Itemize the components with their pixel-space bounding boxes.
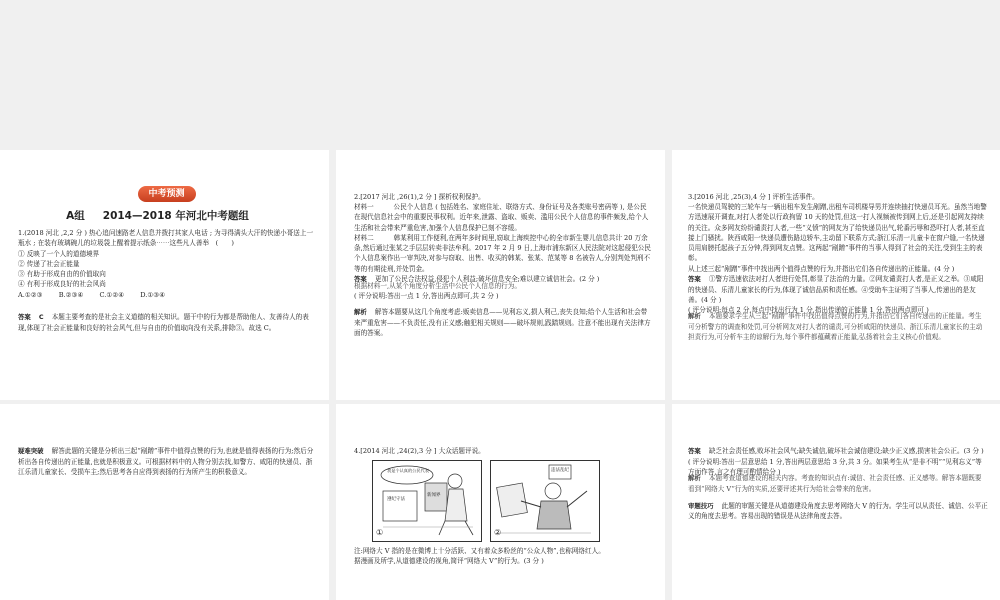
doc-page-6 bbox=[672, 404, 1000, 600]
doc-page-3 bbox=[672, 150, 1000, 400]
tip-text: 解答此题的关键是分析出三起“剐蹭”事件中值得点赞的行为,也就是值得表扬的行为;然后分析出各自传递出的正能量,也就是积极意义。可根据材料中的人物分别去找,如警方、咸阳的快递员、浙江乐清儿童家长、受损车主;然后思考各自应得到表扬的行为所产生的积极意义。 bbox=[18, 447, 314, 477]
choice-c: C.①②④ bbox=[99, 290, 125, 299]
analysis-line bbox=[688, 311, 988, 342]
material-1: 材料一 公民个人信息 ( 包括姓名、家庭住址、联络方式、身份证号及各类账号密码等 ), 是公民在现代信息社会中的重要民事权利。近年来,泄露、盗取、贩卖、滥用公民个人信息的事件频发,给个人生活和社会带来严重危害,加强个人信息保护已刻不容缓。 bbox=[354, 203, 649, 232]
answer-label: 答案 bbox=[688, 274, 701, 283]
score-note: ( 评分说明:答出一层意思给 1 分,答出两层意思给 3 分,共 3 分。如果考生从“是非不明”“见利忘义”等方面作答,言之有理可酌情给分 ) bbox=[688, 457, 982, 477]
analysis-text: 本题要求学生从三起“剐蹭”事件中找出值得点赞的行为,并指出它们各自传递出的正能量。考生可分析警方的调查和处罚,可分析网友对打人者的谴责,可分析咸阳的快递员、浙江乐清儿童家长的主动担责行为,可分析车主的谅解行为,每个事件都蕴藏着正能量,弘扬着社会主义核心价值观。 bbox=[688, 312, 983, 342]
answer-line bbox=[688, 274, 988, 305]
analysis-text: 解答本题要从这几个角度考虑:贩卖信息——见利忘义,损人利己,丧失良知;给个人生活和社会带来严重危害——不负责任,没有正义感;触犯相关规则——破坏规则,践踏规则。注意不能出现有关法律方面的答案。 bbox=[354, 308, 651, 338]
option-1: ① 反映了一个人的道德境界 bbox=[18, 249, 100, 258]
question-1-stem: 1.(2018 河北 ,2,2 分 ) 热心追问速路老人信息并拨打其家人电话 ; 为寻得满头大汗的快递小哥送上一瓶水 ; 在装有玻璃碗儿的垃圾袋上醒着提示纸条⋯⋯这些凡人善举 ( ) bbox=[18, 229, 314, 248]
answer-line bbox=[18, 312, 315, 333]
tip-label: 疑难突破 bbox=[18, 447, 44, 455]
choice-d: D.①③④ bbox=[140, 290, 166, 299]
cartoon-pair bbox=[372, 460, 653, 542]
sign-1: 遵纪守法 bbox=[387, 497, 405, 503]
option-4: ④ 有利于形成良好的社会风尚 bbox=[18, 280, 106, 289]
choice-a: A.①②③ bbox=[18, 290, 43, 299]
answer-text: ①警方迅速依法对打人者进行处罚,彰显了法治的力量。②网友谴责打人者,是正义之举。③咸阳的快递员、乐清儿童家长的行为,体现了诚信品质和责任感。④受助车主证明了当事人,传递出的是友善。(4 分 ) bbox=[688, 274, 984, 304]
section-badge: 中考预测 bbox=[138, 186, 196, 202]
group-title: 2014—2018 年河北中考题组 bbox=[102, 210, 249, 222]
tv-label: 新闻界 bbox=[427, 493, 441, 499]
score-note: ( 评分说明:每点 2 分,每点中找出行为 1 分,指出传递的正能量 1 分,答出两点即可 ) bbox=[688, 306, 929, 315]
doc-page-1 bbox=[0, 150, 329, 400]
answer-line bbox=[688, 446, 988, 457]
answer-text: 更加了公民合法权益,侵犯个人利益;破坏信息安全;难以建立诚信社会。(2 分 ) bbox=[374, 274, 600, 283]
analysis-label: 解析 bbox=[688, 312, 701, 321]
story-text: 一名快递员驾驶的三轮车与一辆出租车发生剐蹭,出租车司机楼导男并连续抽打快递员耳光。虽然当地警方迅速展开调查,对打人者处以行政拘留 10 天的处罚,但这一打人视频被传到网上后,还是引起网友持续的关注。众多网友纷纷谴责打人者,一些“义愤”的网友为了给快递员出气,轮番污辱和恐吓打人者,甚至直接上门骚扰。陕西咸阳一快递员遭伤路边轿车,主动留下联系方式;浙江乐清一儿童卡在窗户缝,一名快递员用肩膀托起孩子五分钟,得到网友点赞。这两起“剐蹭”事件的当事人得到了社会的关注,受到生主的表彰。 bbox=[688, 203, 987, 263]
analysis-line bbox=[688, 473, 988, 494]
analysis-label: 解析 bbox=[354, 308, 367, 317]
group-heading bbox=[18, 208, 315, 224]
sign-2: 违法乱纪 bbox=[551, 468, 569, 474]
question-3-ask: 从上述三起“剐蹭”事件中找出两个值得点赞的行为,并指出它们各自传递出的正能量。(4 分 ) bbox=[688, 264, 955, 273]
material-2: 材料二 韩某利用工作便利,在两年多时间里,窃取上海疾控中心的全市新生婴儿信息共计 20 万余条,然后通过张某之手层层转卖非法牟利。2017 年 2 月 9 日,上海市浦东新区人民法院对这起侵犯公民个人信息案作出一审判决,对参与窃取、出售、收买的韩某、张某、范某等 8 名被告人,分别判处判刑不等的有期徒刑,并处罚金。 bbox=[354, 233, 651, 273]
cartoon-caption: 注:网络大 V 指的是在微博上十分活跃、又有着众多粉丝的“公众人物”,也称网络红人。 bbox=[354, 547, 605, 556]
answer-choices bbox=[18, 290, 315, 300]
speech-bubble-1: 我是个认真的公民代表 bbox=[387, 468, 429, 474]
answer-explanation: 本题主要考查的是社会主义道德的相关知识。题干中的行为都是帮助他人、友善待人的表现,体现了社会正能量和良好的社会风气,但与自由的价值取向没有关系,排除③。故选 C。 bbox=[18, 312, 309, 332]
cartoon-1 bbox=[372, 460, 482, 542]
technique-text: 此题的审题关键是从道德建设角度去思考网络大 V 的行为。学生可以从责任、诚信、公平正义的角度去思考。容易出现的错误是从法律角度去答。 bbox=[688, 501, 988, 521]
technique-label: 审题技巧 bbox=[688, 501, 714, 510]
technique-line bbox=[688, 501, 988, 522]
analysis-text: 本题考查道德建设的相关内容。考查的知识点有:诚信、社会责任感、正义感等。解答本题既要看到“网络大 V”行为的实质,还要评述其行为给社会带来的危害。 bbox=[688, 474, 982, 494]
answer-label: 答案 bbox=[354, 274, 367, 283]
cartoon-2 bbox=[490, 460, 600, 542]
option-3: ③ 有助于形成自由的价值取向 bbox=[18, 270, 106, 279]
question-2-ask: 根据材料一,从某个角度分析生活中公民个人信息的行为。 bbox=[354, 281, 521, 290]
question-4-ask: 据漫画及所学,从道德建设的视角,简评“网络大 V”的行为。(3 分 ) bbox=[354, 557, 544, 566]
analysis-label: 解析 bbox=[688, 474, 701, 483]
cartoon-2-number: ② bbox=[494, 527, 502, 537]
answer-label: 答案 bbox=[18, 312, 31, 321]
analysis-line bbox=[354, 307, 653, 338]
tip-paragraph bbox=[18, 446, 315, 477]
cartoon-2-drawing bbox=[491, 461, 599, 541]
doc-page-4 bbox=[0, 404, 329, 600]
answer-label: 答案 bbox=[688, 447, 701, 455]
question-4-title: 4.[2014 河北 ,24(2),3 分 ] 大众话题评说。 bbox=[354, 447, 485, 455]
option-2: ② 传递了社会正能量 bbox=[18, 259, 80, 268]
question-2-title: 2.[2017 河北 ,26(1),2 分 ] 探析权利保护。 bbox=[354, 193, 485, 201]
score-note: ( 评分说明:答出一点 1 分,答出两点即可,共 2 分 ) bbox=[354, 291, 499, 300]
doc-page-2 bbox=[336, 150, 665, 400]
answer-value: C bbox=[38, 312, 44, 321]
choice-b: B.②③④ bbox=[58, 290, 84, 299]
cartoon-1-number: ① bbox=[376, 527, 384, 537]
doc-page-5 bbox=[336, 404, 665, 600]
answer-text: 缺乏社会责任感,败坏社会风气;缺失诚信,破坏社会诚信建设;缺少正义感,损害社会公正。(3 分 ) bbox=[708, 447, 984, 455]
group-label: A组 bbox=[66, 210, 85, 222]
question-3-title: 3.[2016 河北 ,25(3),4 分 ] 评析生活事件。 bbox=[688, 193, 819, 201]
